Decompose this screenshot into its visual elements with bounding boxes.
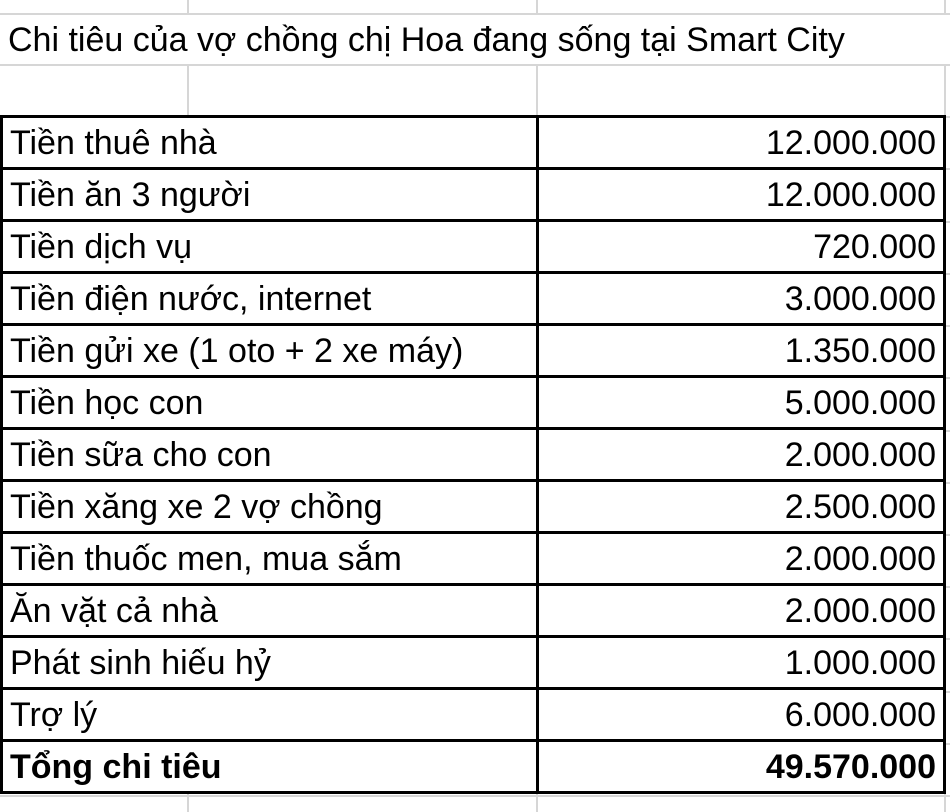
expense-amount-cell[interactable]: 5.000.000	[538, 377, 945, 429]
expense-amount-cell[interactable]: 1.000.000	[538, 637, 945, 689]
table-row	[2, 377, 945, 429]
table-row	[2, 117, 945, 169]
expense-label-cell[interactable]: Tiền gửi xe (1 oto + 2 xe máy)	[2, 325, 538, 377]
gridline-horizontal	[0, 64, 950, 66]
expense-amount-cell[interactable]: 49.570.000	[538, 741, 945, 793]
expense-label-cell[interactable]: Tiền sữa cho con	[2, 429, 538, 481]
expense-label-cell[interactable]: Tiền thuê nhà	[2, 117, 538, 169]
table-row	[2, 585, 945, 637]
expense-amount-cell[interactable]: 1.350.000	[538, 325, 945, 377]
table-row	[2, 325, 945, 377]
expense-label-cell[interactable]: Tiền điện nước, internet	[2, 273, 538, 325]
expense-amount-cell[interactable]: 720.000	[538, 221, 945, 273]
sheet-title: Chi tiêu của vợ chồng chị Hoa đang sống tại Smart City	[8, 20, 845, 59]
expense-amount-cell[interactable]: 3.000.000	[538, 273, 945, 325]
gridline-horizontal	[0, 795, 950, 797]
expense-table	[0, 115, 946, 794]
expense-label-cell[interactable]: Tiền thuốc men, mua sắm	[2, 533, 538, 585]
expense-amount-cell[interactable]: 2.000.000	[538, 533, 945, 585]
expense-label-cell[interactable]: Tiền học con	[2, 377, 538, 429]
expense-label-cell[interactable]: Ăn vặt cả nhà	[2, 585, 538, 637]
expense-label-cell[interactable]: Trợ lý	[2, 689, 538, 741]
expense-label-cell[interactable]: Phát sinh hiếu hỷ	[2, 637, 538, 689]
expense-amount-cell[interactable]: 2.000.000	[538, 429, 945, 481]
expense-amount-cell[interactable]: 6.000.000	[538, 689, 945, 741]
expense-label-cell[interactable]: Tiền dịch vụ	[2, 221, 538, 273]
expense-amount-cell[interactable]: 2.000.000	[538, 585, 945, 637]
expense-amount-cell[interactable]: 2.500.000	[538, 481, 945, 533]
table-row	[2, 273, 945, 325]
expense-label-cell[interactable]: Tiền xăng xe 2 vợ chồng	[2, 481, 538, 533]
table-row	[2, 689, 945, 741]
table-row	[2, 481, 945, 533]
expense-amount-cell[interactable]: 12.000.000	[538, 117, 945, 169]
table-row	[2, 169, 945, 221]
expense-label-cell[interactable]: Tổng chi tiêu	[2, 741, 538, 793]
table-row	[2, 637, 945, 689]
table-row	[2, 533, 945, 585]
table-row	[2, 221, 945, 273]
expense-amount-cell[interactable]: 12.000.000	[538, 169, 945, 221]
title-cell[interactable]	[0, 15, 950, 64]
expense-label-cell[interactable]: Tiền ăn 3 người	[2, 169, 538, 221]
table-row	[2, 429, 945, 481]
total-row	[2, 741, 945, 793]
